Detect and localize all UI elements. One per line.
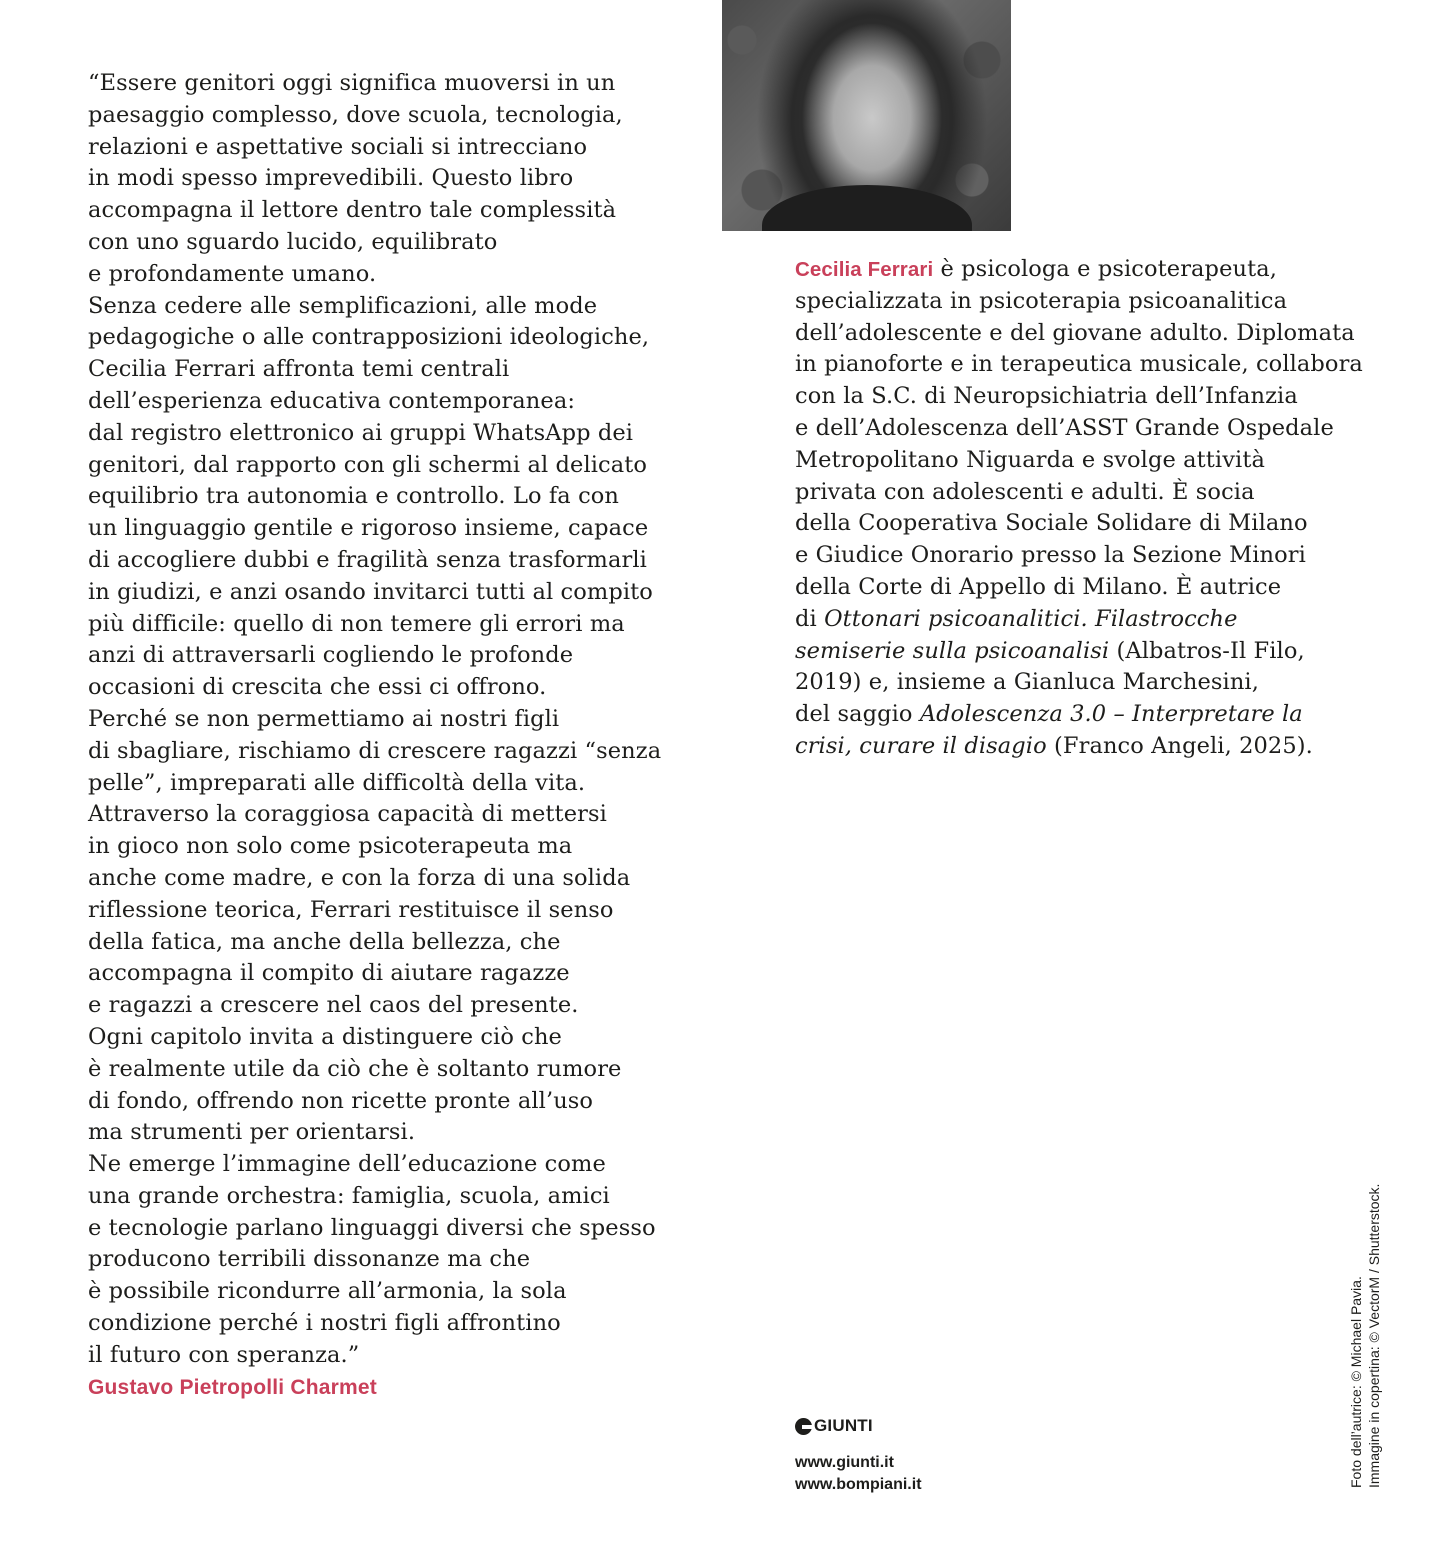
quote-line: in giudizi, e anzi osando invitarci tutti al compito [88, 578, 653, 605]
photo-credit: Foto dell’autrice: © Michael Pavia. [1348, 1276, 1364, 1488]
bio-line: semiserie sulla psicoanalisi (Albatros-Il Filo, [795, 637, 1305, 664]
bio-line: crisi, curare il disagio (Franco Angeli, 2025). [795, 732, 1313, 759]
quote-line: Ogni capitolo invita a distinguere ciò che [88, 1023, 562, 1050]
quote-line: Ne emerge l’immagine dell’educazione come [88, 1151, 606, 1178]
author-name: Cecilia Ferrari [795, 258, 934, 281]
quote-line: paesaggio complesso, dove scuola, tecnologia, [88, 101, 623, 128]
bio-line: privata con adolescenti e adulti. È socia [795, 478, 1255, 505]
quote-line: riflessione teorica, Ferrari restituisce il senso [88, 896, 614, 923]
quote-line: una grande orchestra: famiglia, scuola, amici [88, 1182, 610, 1209]
quote-line: Senza cedere alle semplificazioni, alle mode [88, 292, 598, 319]
quote-line: accompagna il compito di aiutare ragazze [88, 960, 570, 987]
quote-line: con uno sguardo lucido, equilibrato [88, 228, 498, 255]
quote-line: equilibrio tra autonomia e controllo. Lo fa con [88, 483, 620, 510]
quote-line: accompagna il lettore dentro tale complessità [88, 197, 617, 224]
bio-line: e dell’Adolescenza dell’ASST Grande Ospedale [795, 414, 1334, 441]
quote-line: relazioni e aspettative sociali si intrecciano [88, 133, 588, 160]
bio-line: Cecilia Ferrari è psicologa e psicoterapeuta, [795, 256, 1277, 282]
bio-line: specializzata in psicoterapia psicoanalitica [795, 287, 1288, 314]
giunti-logo-icon [795, 1418, 812, 1435]
quote-line: dal registro elettronico ai gruppi WhatsApp dei [88, 419, 634, 446]
quote-line: e ragazzi a crescere nel caos del presente. [88, 992, 579, 1019]
bio-line: 2019) e, insieme a Gianluca Marchesini, [795, 669, 1259, 696]
author-photo-shoulders [762, 185, 972, 231]
quote-line: ma strumenti per orientarsi. [88, 1119, 416, 1146]
quote-line: anzi di attraversarli cogliendo le profonde [88, 642, 574, 669]
quote-line: in modi spesso imprevedibili. Questo libro [88, 165, 574, 192]
bio-line: con la S.C. di Neuropsichiatria dell’Infanzia [795, 383, 1298, 410]
quote-line: della fatica, ma anche della bellezza, che [88, 928, 561, 955]
bio-line: dell’adolescente e del giovane adulto. Diplomata [795, 319, 1355, 346]
quote-line: è possibile ricondurre all’armonia, la sola [88, 1278, 567, 1305]
book-title: crisi, curare il disagio [795, 732, 1047, 759]
quote-line: e profondamente umano. [88, 260, 377, 287]
quote-line: “Essere genitori oggi significa muoversi in un [88, 70, 616, 96]
quote-line: Attraverso la coraggiosa capacità di mettersi [88, 801, 607, 828]
publisher-logo [795, 1416, 873, 1436]
bio-line: di Ottonari psicoanalitici. Filastrocche [795, 605, 1238, 632]
quote-line: più difficile: quello di non temere gli errori ma [88, 610, 625, 637]
quote-author: Gustavo Pietropolli Charmet [88, 1376, 377, 1399]
bio-line: della Cooperativa Sociale Solidare di Milano [795, 510, 1308, 537]
quote-line: di fondo, offrendo non ricette pronte all’uso [88, 1087, 594, 1114]
quote-line: producono terribili dissonanze ma che [88, 1246, 531, 1273]
cover-image-credit: Immagine in copertina: © VectorM / Shutterstock. [1366, 1183, 1382, 1488]
quote-line: in gioco non solo come psicoterapeuta ma [88, 833, 573, 860]
publisher-link-bompiani[interactable]: www.bompiani.it [795, 1476, 922, 1493]
author-bio [795, 254, 1365, 763]
quote-line: di sbagliare, rischiamo di crescere ragazzi “senza [88, 737, 662, 764]
image-credits [1347, 1183, 1383, 1488]
quote-line: anche come madre, e con la forza di una solida [88, 864, 631, 891]
quote-line: pelle”, impreparati alle difficoltà della vita. [88, 769, 586, 796]
back-cover-quote [88, 68, 668, 1372]
bio-line: e Giudice Onorario presso la Sezione Minori [795, 542, 1306, 569]
bio-line: in pianoforte e in terapeutica musicale, collabora [795, 351, 1363, 378]
publisher-link-giunti[interactable]: www.giunti.it [795, 1454, 894, 1471]
quote-line: Perché se non permettiamo ai nostri figli [88, 705, 560, 732]
quote-line: di accogliere dubbi e fragilità senza trasformarli [88, 546, 647, 573]
quote-line: condizione perché i nostri figli affrontino [88, 1310, 561, 1337]
quote-line: genitori, dal rapporto con gli schermi al delicato [88, 451, 648, 478]
book-title: Ottonari psicoanalitici. Filastrocche [824, 605, 1238, 632]
quote-line: e tecnologie parlano linguaggi diversi che spesso [88, 1214, 656, 1241]
book-title: semiserie sulla psicoanalisi [795, 637, 1110, 664]
quote-line: il futuro con speranza.” [88, 1341, 360, 1368]
publisher-logo-text: GIUNTI [814, 1416, 873, 1435]
author-photo [722, 0, 1011, 231]
quote-line: Cecilia Ferrari affronta temi centrali [88, 356, 510, 383]
quote-line: dell’esperienza educativa contemporanea: [88, 387, 576, 414]
publisher-links [795, 1452, 922, 1496]
bio-line: del saggio Adolescenza 3.0 – Interpretare la [795, 701, 1303, 728]
quote-line: occasioni di crescita che essi ci offrono. [88, 674, 547, 701]
bio-line: Metropolitano Niguarda e svolge attività [795, 446, 1265, 473]
bio-line: della Corte di Appello di Milano. È autrice [795, 573, 1282, 600]
quote-line: è realmente utile da ciò che è soltanto rumore [88, 1055, 622, 1082]
book-title: Adolescenza 3.0 – Interpretare la [919, 701, 1303, 728]
quote-line: un linguaggio gentile e rigoroso insieme, capace [88, 515, 649, 542]
quote-line: pedagogiche o alle contrapposizioni ideologiche, [88, 324, 650, 351]
